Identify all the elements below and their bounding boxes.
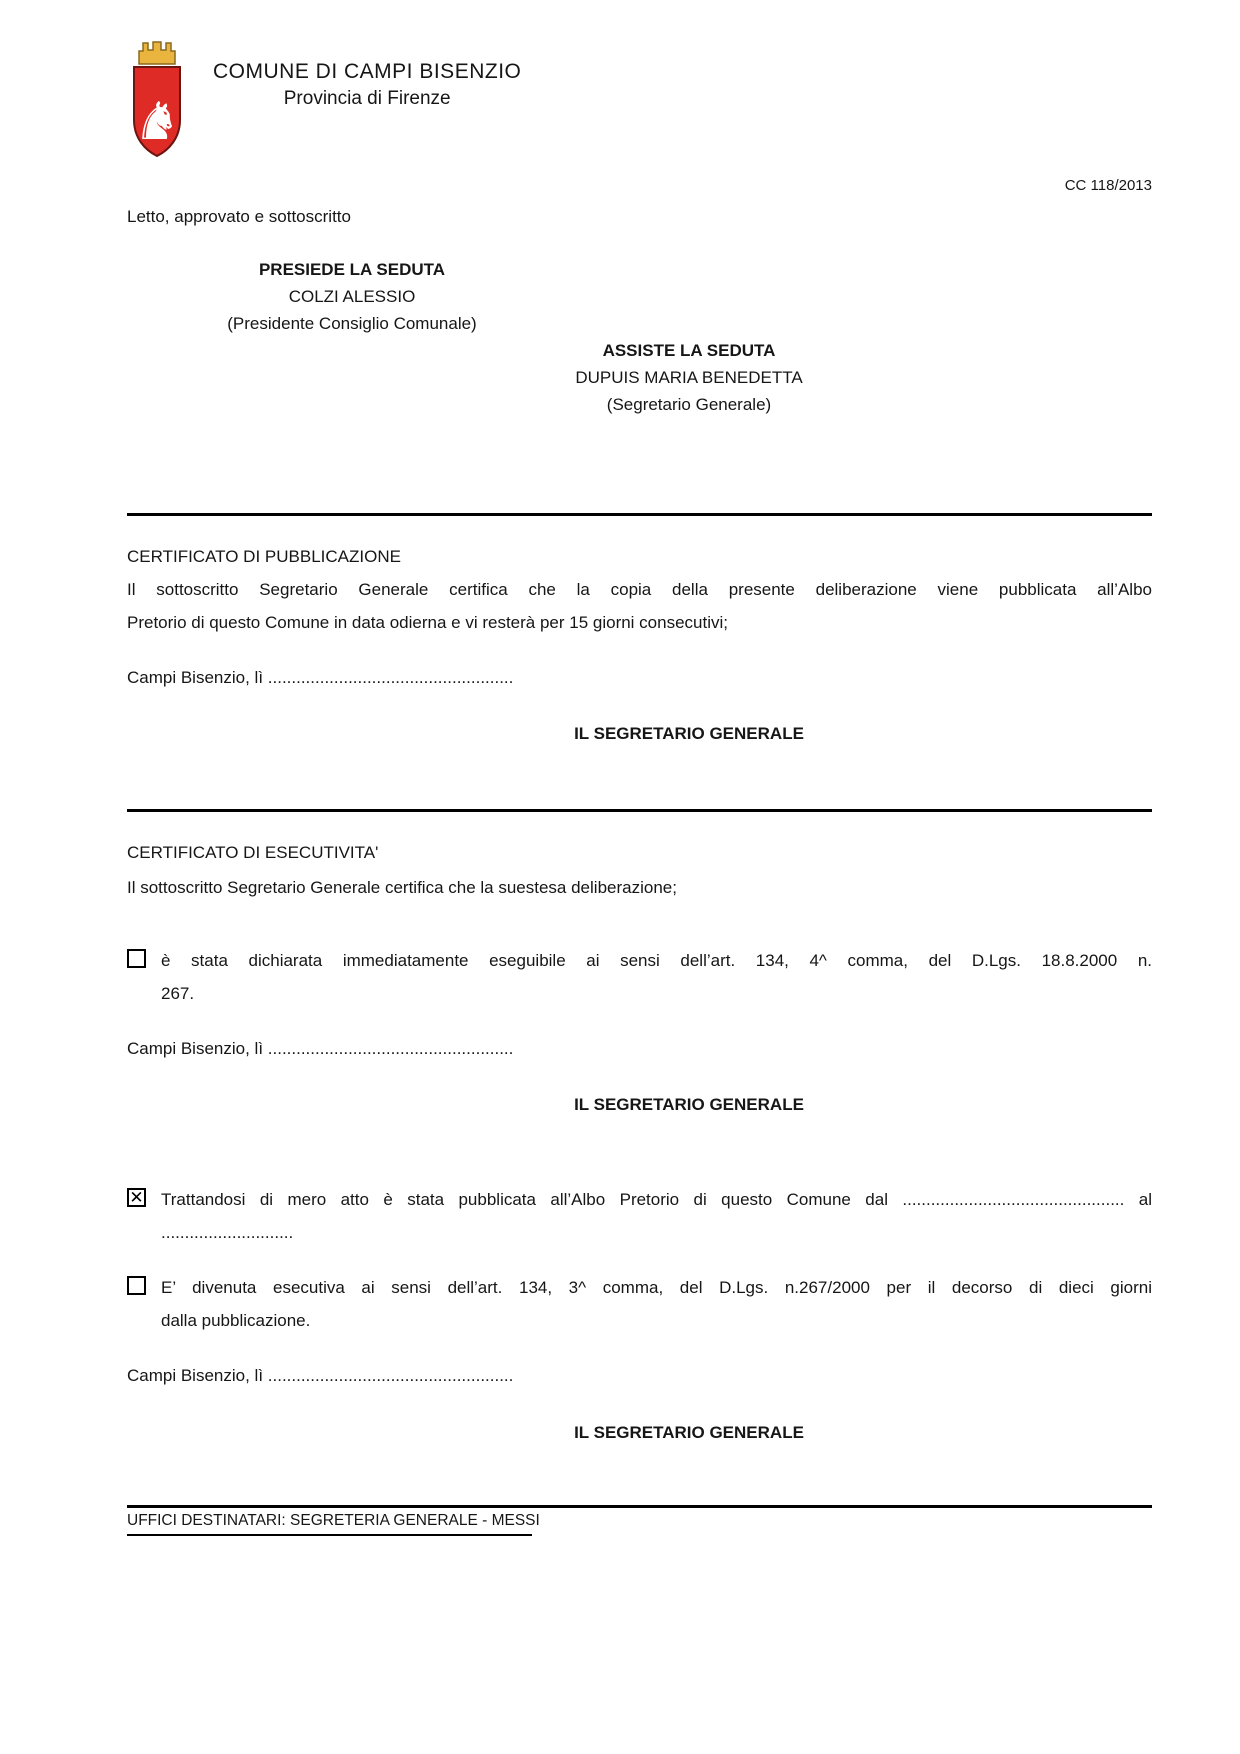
presides-role: (Presidente Consiglio Comunale) [227, 314, 477, 333]
read-approved-text: Letto, approvato e sottoscritto [127, 207, 351, 226]
assists-role: (Segretario Generale) [606, 395, 772, 414]
option-text-line: 267. [161, 984, 195, 1003]
option-immediate-text [161, 944, 1152, 1010]
option-ten-days-text [161, 1271, 1152, 1337]
presides-title: PRESIEDE LA SEDUTA [258, 260, 446, 279]
assists-block [339, 337, 1039, 418]
rampant-horse-icon: ♞ [133, 92, 181, 152]
option-immediate-row [127, 944, 1152, 1010]
assists-name: DUPUIS MARIA BENEDETTA [575, 368, 803, 387]
header-text [213, 58, 521, 162]
publication-body-line: Il sottoscritto Segretario Generale certifica che la copia della presente deliberazione viene pubblicata all’Albo [127, 580, 1152, 599]
province-name: Provincia di Firenze [283, 88, 451, 110]
presides-name: COLZI ALESSIO [288, 287, 416, 306]
recipients-underline [127, 1534, 532, 1536]
option-text-line: è stata dichiarata immediatamente eseguibile ai sensi dell’art. 134, 4^ comma, del D.Lgs. 18.8.2000 n. [161, 951, 1152, 970]
checkbox-mere-act [127, 1188, 146, 1207]
checkbox-immediate [127, 949, 146, 968]
section-divider [127, 513, 1152, 516]
section-divider [127, 809, 1152, 812]
assists-title: ASSISTE LA SEDUTA [602, 341, 776, 360]
option-mere-act-text [161, 1183, 1152, 1249]
publication-heading: CERTIFICATO DI PUBBLICAZIONE [127, 547, 401, 566]
place-date-line: Campi Bisenzio, lì .................................................... [127, 1366, 514, 1385]
recipients-text: UFFICI DESTINATARI: SEGRETERIA GENERALE - MESSI [127, 1512, 540, 1529]
option-ten-days-row [127, 1271, 1152, 1337]
option-text-line: Trattandosi di mero atto è stata pubblicata all’Albo Pretorio di questo Comune dal ............................................... al [161, 1190, 1152, 1209]
municipal-crest-icon [127, 38, 187, 162]
crown-icon [139, 42, 175, 64]
option-mere-act-row [127, 1183, 1152, 1249]
municipality-name: COMUNE DI CAMPI BISENZIO [213, 60, 522, 83]
option-text-line: ............................ [161, 1223, 294, 1242]
executivity-heading: CERTIFICATO DI ESECUTIVITA' [127, 843, 379, 862]
document-reference: CC 118/2013 [1064, 177, 1152, 194]
executivity-intro: Il sottoscritto Segretario Generale certifica che la suestesa deliberazione; [127, 878, 677, 897]
checkbox-ten-days [127, 1276, 146, 1295]
footer-divider [127, 1505, 1152, 1508]
publication-body-line: Pretorio di questo Comune in data odierna e vi resterà per 15 giorni consecutivi; [127, 613, 729, 632]
option-text-line: E’ divenuta esecutiva ai sensi dell’art. 134, 3^ comma, del D.Lgs. n.267/2000 per il decorso di dieci giorni [161, 1278, 1152, 1297]
secretary-signature: IL SEGRETARIO GENERALE [574, 1095, 804, 1114]
secretary-signature: IL SEGRETARIO GENERALE [574, 1423, 804, 1442]
place-date-line: Campi Bisenzio, lì .................................................... [127, 668, 514, 687]
presides-block [127, 256, 577, 337]
option-text-line: dalla pubblicazione. [161, 1311, 311, 1330]
publication-body [127, 573, 1152, 639]
secretary-signature: IL SEGRETARIO GENERALE [574, 724, 804, 743]
document-header [127, 38, 1152, 162]
place-date-line: Campi Bisenzio, lì .................................................... [127, 1039, 514, 1058]
